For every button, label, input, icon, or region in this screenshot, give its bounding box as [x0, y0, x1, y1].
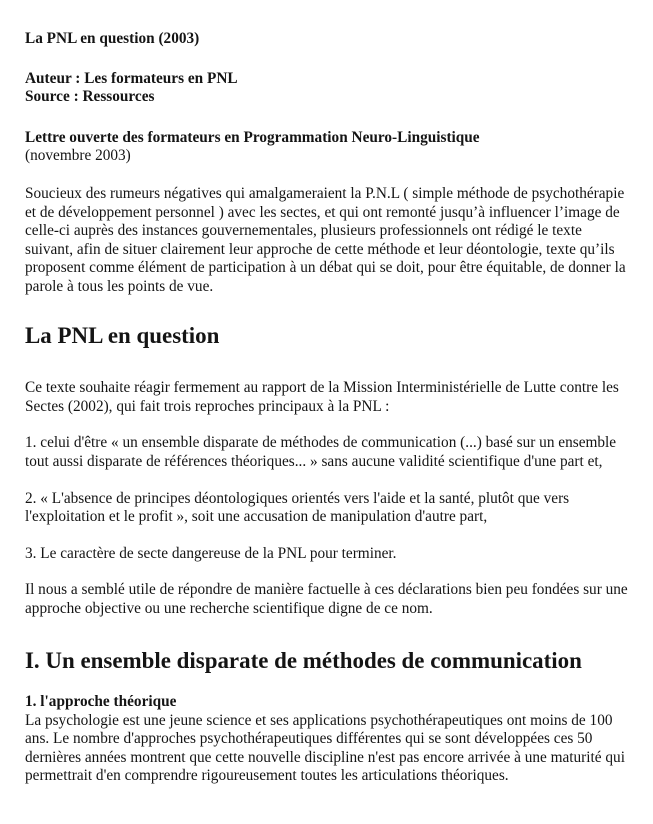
- reproach-item-2: 2. « L'absence de principes déontologiques orientés vers l'aide et la santé, plutôt que vers l'exploitation et le profit », soit une accusation de manipulation d'autre part,: [25, 489, 570, 526]
- closing-paragraph: Il nous a semblé utile de répondre de manière factuelle à ces déclarations bien peu fondées sur une approche objective ou une recherche scientifique digne de ce nom.: [25, 581, 628, 617]
- reproach-item-3: 3. Le caractère de secte dangereuse de la PNL pour terminer.: [25, 544, 397, 562]
- body-intro-paragraph: Ce texte souhaite réagir fermement au rapport de la Mission Interministérielle de Lutte contre les Sectes (2002), qui fait trois reproches principaux à la PNL :: [25, 379, 619, 415]
- open-letter-heading: Lettre ouverte des formateurs en Programmation Neuro-Linguistique: [25, 128, 480, 146]
- document-title: La PNL en question (2003): [25, 30, 200, 47]
- document-metadata: [25, 70, 630, 107]
- metadata-author: Auteur : Les formateurs en PNL: [25, 69, 238, 87]
- document-body: [25, 30, 630, 786]
- reproach-item-1: 1. celui d'être « un ensemble disparate de méthodes de communication (...) basé sur un ensemble tout aussi disparate de références théoriques... » sans aucune validité scientifique d'une part et,: [25, 434, 617, 470]
- subsection-body: La psychologie est une jeune science et ses applications psychothérapeutiques ont moins de 100 ans. Le nombre d'approches psychothérapeutiques différentes qui se sont développées ces 50 dernières années montrent que cette nouvelle discipline n'est pas encore arrivée à une maturité qui permettrait d'en comprendre rigoureusement toutes les articulations théoriques.: [25, 711, 625, 785]
- subsection-heading: 1. l'approche théorique: [25, 693, 177, 711]
- section-heading-pnl-en-question: La PNL en question: [25, 322, 220, 348]
- open-letter-header: [25, 129, 630, 166]
- metadata-source: Source : Ressources: [25, 88, 155, 106]
- open-letter-date: (novembre 2003): [25, 147, 131, 165]
- subsection-approche-theorique: [25, 693, 630, 786]
- intro-paragraph: Soucieux des rumeurs négatives qui amalgameraient la P.N.L ( simple méthode de psychothérapie et de développement personnel ) avec les sectes, et qui ont remonté jusqu’à influencer l’image de celle-ci auprès des instances gouvernementales, plusieurs professionnels ont rédigé le texte suivant, afin de situer clairement leur approche de cette méthode et leur déontologie, texte qu’ils proposent comme élément de participation à un débat qui se doit, pour être équitable, de donner la parole à tous les points de vue.: [25, 184, 626, 295]
- part-one-heading: I. Un ensemble disparate de méthodes de communication: [25, 648, 582, 674]
